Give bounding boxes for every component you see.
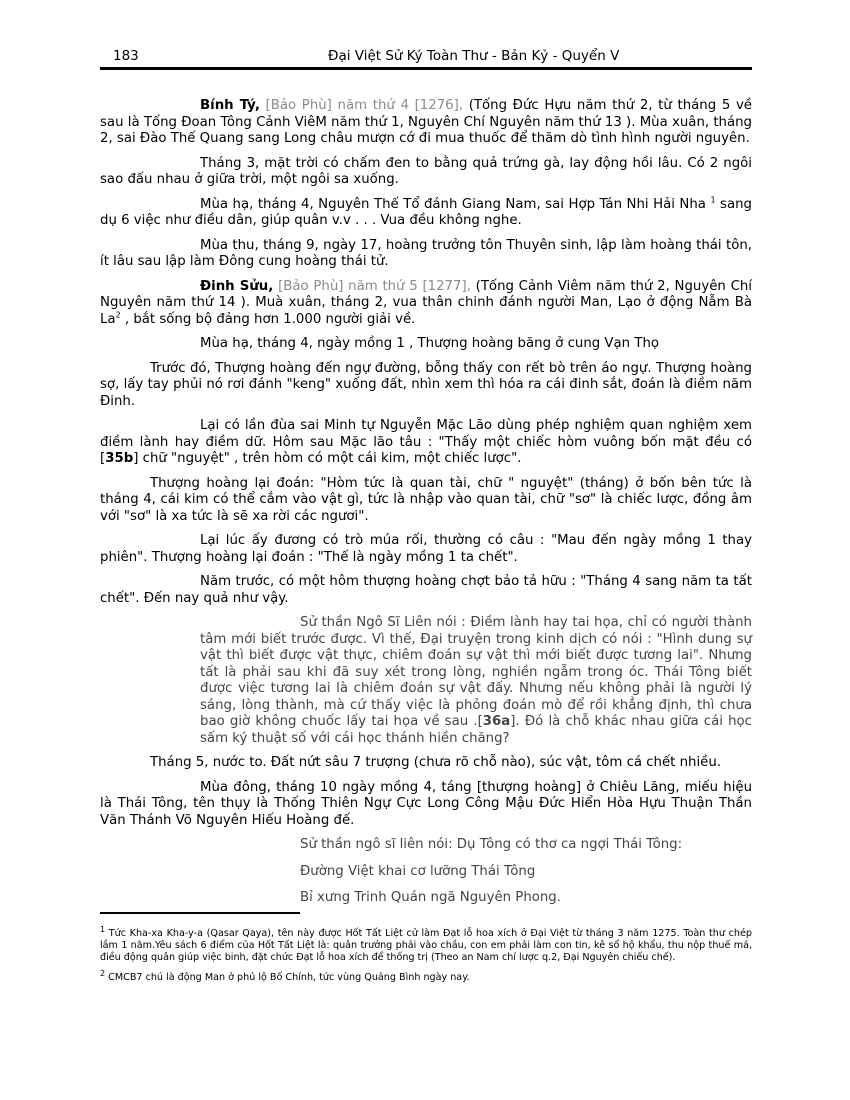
paragraph [100,197,752,230]
footnote-item [100,924,752,964]
commentary-text: Sử thần Ngô Sĩ Liên nói : Điềm lành hay tai họa, chỉ có người thành tâm mới biết trước được. Vì thế, Đại truyện trong kinh dịch có nói : "Hình dung sự vật thì biết được vật thực, chiêm đoán sự vật thì mới biết được tương lai". Nhưng tất là phải sau khi đã suy xét trong lòng, nghiền ngẫm trong óc. Thái Tông biết được việc tương lai là chiêm đoán sự vật đấy. Nhưng nếu không phải là người lý sáng, lòng thành, mà cứ thấy việc là phỏng đoán mò để rồi khẳng định, thì chưa bao giờ không chuốc lấy tai họa về sau .[ [200,615,752,729]
paragraph: Trước đó, Thượng hoàng đến ngự đường, bỗng thấy con rết bò trên áo ngự. Thượng hoàng sợ, lấy tay phủi nó rơi đánh "keng" xuống đất, nhìn xem thì hóa ra cái đinh sắt, đoán là điềm năm Đinh. [100,360,752,409]
running-title: Đại Việt Sử Ký Toàn Thư - Bản Kỷ - Quyển V [328,48,620,64]
paragraph-text: ] chữ "nguyệt" , trên hòm có một cái kim, một chiếc lược". [133,451,522,466]
reign-note: [Bảo Phù] năm thứ 4 [1276], [265,98,464,113]
commentary-text: ]. Đó là chỗ khác nhau giữa cái học sấm ký thuật số với cái học thánh hiền chăng? [200,714,752,746]
paragraph: Lại lúc ấy đương có trò múa rối, thường có câu : "Mau đến ngày mồng 1 thay phiên". Thượng hoàng lại đoán : "Thế là ngày mồng 1 ta chết". [100,533,752,565]
header-rule [100,67,752,70]
paragraph-text: sang dụ 6 việc như điều dân, giúp quân v.v . . . Vua đều không nghe. [100,196,752,228]
year-heading: Đinh Sửu, [200,278,274,294]
paragraph-text: , bắt sống bộ đảng hơn 1.000 người giải về. [124,311,416,327]
historian-commentary [200,615,752,747]
folio-ref: 36a [482,714,511,729]
poem-line: Đường Việt khai cơ lưỡng Thái Tông [300,863,536,879]
paragraph-text: (Tống Cảnh Viêm năm thứ 2, Nguyên Chí Nguyên năm thứ 14 ). Muà xuân, tháng 2, vua thân chinh đánh người Man, Lạo ở động Nẫm Bà La [100,278,752,327]
footnote-number: 2 [100,968,106,978]
paragraph [100,418,752,468]
poem-line: Sử thần ngô sĩ liên nói: Dụ Tông có thơ ca ngợi Thái Tông: [300,837,683,852]
paragraph-text: Mùa hạ, tháng 4, Nguyên Thế Tổ đánh Giang Nam, sai Hợp Tán Nhi Hải Nha [200,196,706,212]
folio-ref: 35b [105,451,134,466]
poem-block [300,837,752,907]
paragraph-text: (Tống Đức Hựu năm thứ 2, từ tháng 5 về sau là Tống Đoan Tông Cảnh ViêM năm thứ 1, Nguyên Chí Nguyên năm thứ 13 ). Mùa xuân, tháng 2, sai Đào Thế Quang sang Long châu mượn cớ đi mua thuốc để thăm dò tình hình người nguyên. [100,98,752,146]
footnote-rule [100,912,300,914]
reign-note: [Bảo Phù] năm thứ 5 [1277], [278,278,471,294]
paragraph: Tháng 5, nước to. Đất nứt sâu 7 trượng (chưa rõ chỗ nào), súc vật, tôm cá chết nhiều. [150,755,721,770]
paragraph: Mùa đông, tháng 10 ngày mồng 4, táng [thượng hoàng] ở Chiêu Lăng, miếu hiệu là Thái Tông, tên thụy là Thống Thiên Ngự Cực Long Công Mậu Đức Hiển Hòa Hựu Thuận Thần Văn Thánh Võ Nguyên Hiếu Hoàng đế. [100,779,752,828]
paragraph: Mùa hạ, tháng 4, ngày mồng 1 , Thượng hoàng băng ở cung Vạn Thọ [200,336,660,351]
paragraph-binh-ty [100,98,752,148]
paragraph: Thượng hoàng lại đoán: "Hòm tức là quan tài, chữ " nguyệt" (tháng) ở bốn bên tức là tháng 4, cái kim có thể cắm vào vật gì, tức là nhập vào quan tài, chữ "sơ" là chiếc lược, đồng âm với "sơ" là xa tức là sẽ xa rời các ngươi". [100,475,752,524]
year-heading: Bính Tý, [200,98,260,113]
paragraph-dinh-suu [100,279,752,329]
main-text [100,98,752,917]
footnotes [100,924,752,992]
footnote-number: 1 [100,924,106,934]
paragraph: Mùa thu, tháng 9, ngày 17, hoàng trưởng tôn Thuyên sinh, lập làm hoàng thái tôn, ít lâu sau lập làm Đông cung hoàng thái tử. [100,237,752,269]
footnote-ref[interactable]: 1 [710,195,716,205]
paragraph: Năm trước, có một hôm thượng hoàng chợt bảo tả hữu : "Tháng 4 sang năm ta tất chết". Đến nay quả như vậy. [100,574,752,606]
poem-line: Bỉ xưng Trinh Quán ngã Nguyên Phong. [300,890,561,905]
footnote-ref[interactable]: 2 [115,310,121,320]
paragraph-text: Lại có lần đùa sai Minh tự Nguyễn Mặc Lão dùng phép nghiệm quan nghiệm xem điềm lành hay điềm dữ. Hôm sau Mặc lão tâu : "Thấy một chiếc hòm vuông bốn mặt đều có [ [100,418,752,466]
footnote-text: Tức Kha-xa Kha-y-a (Qasar Qaya), tên này được Hốt Tất Liệt cử làm Đạt lỗ hoa xích ở Đại Việt từ tháng 3 năm 1275. Toàn thư chép lầm 1 năm.Yêu sách 6 điểm của Hốt Tất Liệt là: quân trưởng phải vào chầu, con em phải làm con tin, kê sổ hộ khẩu, thu nộp thuế má, điều động quân giúp việc binh, đặt chức Đạt lỗ hoa xích để thống trị (Theo an Nam chí lược q.2, Đại Nguyên chiếu chế). [100,928,752,963]
footnote-item [100,968,752,984]
page-number: 183 [113,48,139,64]
paragraph: Tháng 3, mặt trời có chấm đen to bằng quả trứng gà, lay động hồi lâu. Có 2 ngôi sao đấu nhau ở giữa trời, một ngôi sa xuống. [100,155,752,187]
footnote-text: CMCB7 chú là động Man ở phủ lộ Bố Chính, tức vùng Quảng Bình ngày nay. [108,972,470,983]
